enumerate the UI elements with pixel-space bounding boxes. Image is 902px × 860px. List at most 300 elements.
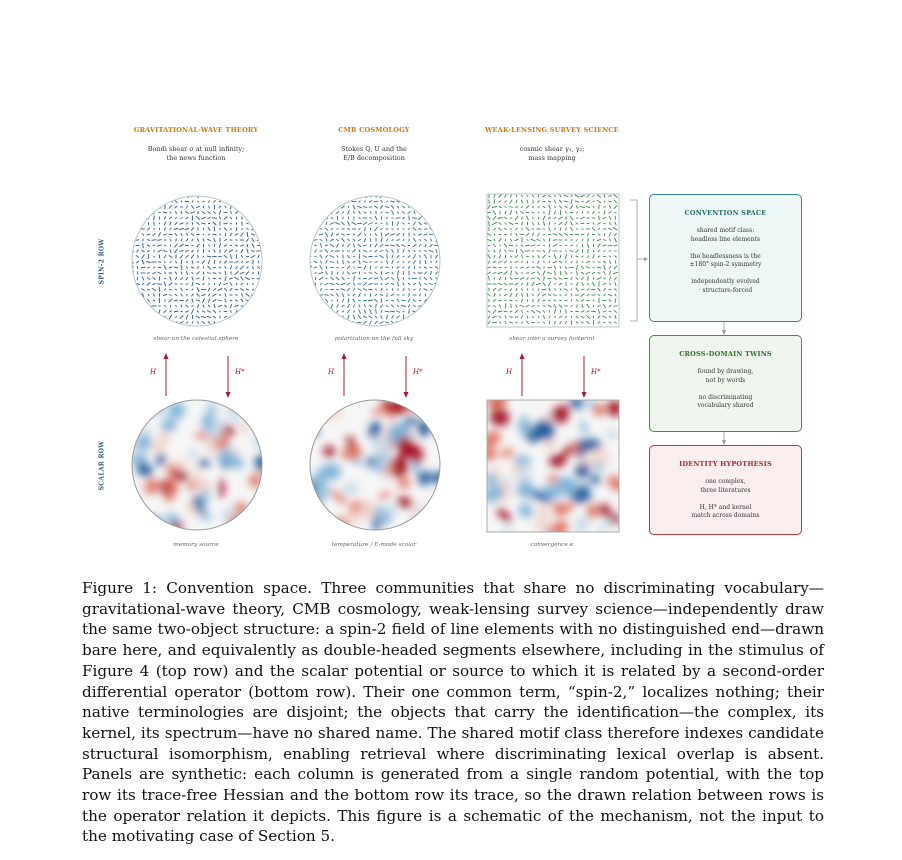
line-element — [348, 206, 349, 208]
line-element — [598, 321, 600, 323]
line-element — [326, 200, 327, 203]
line-element — [493, 228, 496, 230]
line-element — [536, 229, 540, 230]
line-element — [247, 244, 248, 247]
line-element — [526, 267, 529, 269]
line-element — [147, 211, 150, 214]
line-element — [408, 321, 410, 324]
line-element — [135, 322, 140, 323]
line-element — [331, 206, 333, 208]
line-element — [369, 200, 372, 203]
line-element — [379, 255, 383, 258]
line-element — [536, 283, 541, 284]
line-element — [224, 255, 227, 258]
line-element — [231, 228, 232, 230]
line-element — [602, 316, 606, 318]
line-element — [192, 282, 193, 287]
line-element — [498, 272, 503, 274]
line-element — [240, 288, 244, 290]
line-element — [544, 266, 545, 268]
line-element — [319, 277, 323, 280]
line-element — [209, 299, 210, 303]
line-element — [603, 278, 605, 279]
line-element — [615, 315, 616, 319]
line-element — [159, 223, 160, 225]
sphere-outline-cmb — [310, 196, 440, 326]
line-element — [609, 283, 611, 285]
line-element — [309, 288, 310, 290]
line-element — [614, 238, 616, 242]
line-element — [202, 311, 205, 313]
line-element — [493, 306, 496, 307]
line-element — [342, 305, 345, 307]
line-element — [554, 223, 555, 225]
line-element — [369, 316, 373, 318]
line-element — [614, 306, 618, 307]
line-element — [240, 207, 244, 208]
line-element — [363, 289, 367, 291]
line-element — [570, 250, 574, 252]
line-element — [576, 239, 578, 240]
line-element — [431, 261, 432, 263]
line-element — [586, 315, 590, 319]
box-body: found by drawing, not by words no discriminating vocabulary shared — [697, 368, 754, 409]
line-element — [381, 310, 382, 313]
line-element — [499, 222, 502, 225]
line-element — [364, 321, 367, 324]
line-element — [363, 245, 367, 246]
line-element — [397, 261, 400, 262]
line-element — [537, 261, 539, 264]
line-element — [604, 194, 605, 197]
line-element — [493, 262, 497, 263]
line-element — [343, 260, 344, 264]
line-element — [609, 216, 611, 220]
line-element — [354, 288, 355, 291]
line-element — [570, 216, 573, 220]
line-element — [498, 283, 502, 285]
line-element — [408, 201, 410, 203]
line-element — [597, 195, 601, 198]
line-element — [213, 211, 215, 214]
line-element — [337, 255, 338, 257]
line-element — [548, 294, 551, 295]
line-element — [403, 249, 404, 252]
line-element — [538, 316, 539, 318]
line-element — [543, 250, 545, 252]
line-element — [580, 206, 585, 207]
line-element — [396, 244, 400, 247]
line-element — [337, 310, 338, 312]
line-element — [198, 228, 199, 231]
line-element — [593, 201, 595, 202]
line-element — [435, 300, 437, 302]
line-element — [147, 228, 150, 231]
line-element — [565, 266, 567, 269]
line-element — [252, 201, 254, 202]
line-element — [163, 294, 167, 295]
line-element — [224, 249, 226, 252]
line-element — [186, 267, 187, 269]
line-element — [214, 304, 215, 308]
line-element — [510, 311, 513, 312]
line-element — [488, 254, 491, 258]
line-element — [575, 250, 578, 253]
line-element — [577, 304, 578, 308]
line-element — [315, 206, 316, 208]
line-element — [604, 265, 606, 270]
line-element — [401, 306, 406, 307]
line-element — [191, 205, 193, 208]
line-element — [598, 272, 600, 273]
line-element — [363, 256, 367, 258]
line-element — [582, 282, 584, 285]
line-element — [505, 223, 507, 225]
line-element — [137, 277, 138, 280]
line-element — [181, 260, 182, 265]
line-element — [510, 293, 512, 297]
line-element — [510, 256, 512, 257]
line-element — [580, 196, 584, 197]
line-element — [554, 316, 555, 318]
line-element — [390, 234, 395, 236]
line-element — [164, 245, 167, 246]
line-element — [258, 200, 260, 203]
line-element — [381, 315, 383, 318]
line-element — [142, 315, 144, 319]
line-element — [532, 251, 534, 252]
line-element — [185, 229, 189, 230]
line-element — [498, 218, 503, 219]
line-element — [488, 205, 490, 209]
line-element — [192, 299, 193, 303]
line-element — [241, 249, 244, 252]
line-element — [603, 311, 607, 312]
line-element — [543, 322, 545, 324]
line-element — [538, 322, 540, 323]
line-element — [309, 315, 311, 318]
line-element — [487, 233, 491, 235]
line-element — [614, 288, 616, 290]
line-element — [347, 266, 350, 269]
line-element — [571, 277, 573, 280]
line-element — [225, 299, 227, 302]
line-element — [516, 211, 517, 214]
line-element — [247, 232, 248, 237]
line-element — [543, 255, 546, 258]
line-element — [203, 234, 205, 235]
line-element — [543, 228, 545, 229]
row-label-scalar: SCALAR ROW — [98, 440, 106, 491]
line-element — [342, 311, 344, 312]
line-element — [220, 249, 221, 253]
line-element — [548, 217, 550, 219]
line-element — [609, 266, 610, 269]
line-element — [354, 217, 355, 220]
line-element — [598, 250, 600, 252]
line-element — [509, 245, 514, 246]
line-element — [209, 200, 210, 202]
line-element — [532, 206, 534, 208]
line-element — [164, 305, 166, 306]
line-element — [330, 322, 334, 324]
line-element — [190, 212, 194, 214]
line-element — [527, 200, 528, 203]
line-element — [374, 206, 378, 209]
line-element — [576, 316, 578, 319]
line-element — [499, 238, 502, 242]
line-element — [131, 278, 134, 279]
line-element — [241, 299, 244, 302]
line-element — [498, 261, 501, 263]
line-element — [504, 228, 506, 230]
line-element — [201, 295, 205, 296]
line-element — [191, 255, 194, 259]
line-element — [320, 288, 321, 291]
line-element — [236, 251, 238, 252]
line-element — [186, 271, 187, 275]
line-element — [582, 239, 583, 241]
line-element — [320, 211, 322, 214]
line-element — [398, 206, 399, 208]
line-element — [500, 249, 501, 253]
line-element — [504, 206, 506, 207]
line-element — [565, 221, 567, 225]
line-element — [564, 201, 569, 202]
line-element — [235, 305, 239, 306]
line-element — [348, 278, 350, 279]
line-element — [598, 256, 600, 258]
line-element — [341, 222, 344, 225]
line-element — [418, 206, 423, 207]
line-element — [581, 316, 584, 318]
line-element — [235, 300, 237, 301]
line-element — [164, 282, 166, 287]
line-element — [251, 234, 255, 236]
line-element — [565, 251, 567, 252]
line-element — [571, 261, 573, 263]
line-element — [504, 294, 507, 296]
field-blob — [123, 494, 138, 511]
line-element — [241, 233, 244, 237]
line-element — [246, 223, 248, 224]
line-element — [587, 195, 590, 198]
line-element — [181, 233, 182, 236]
line-element — [505, 211, 506, 214]
line-element — [610, 271, 611, 276]
line-element — [369, 251, 372, 252]
line-element — [487, 267, 491, 268]
line-element — [391, 210, 393, 214]
line-element — [391, 283, 394, 284]
line-element — [499, 322, 500, 324]
line-element — [604, 200, 605, 202]
line-element — [397, 305, 398, 307]
line-element — [142, 206, 144, 207]
line-element — [353, 315, 355, 319]
line-element — [397, 229, 399, 230]
line-element — [424, 277, 427, 280]
line-element — [241, 262, 243, 263]
line-element — [566, 316, 567, 318]
line-element — [554, 300, 556, 302]
line-element — [403, 195, 405, 196]
line-element — [203, 272, 204, 275]
line-element — [380, 251, 384, 252]
line-element — [509, 322, 513, 323]
field-blob — [418, 515, 432, 533]
line-element — [538, 299, 540, 302]
line-element — [531, 272, 535, 273]
line-element — [164, 234, 167, 235]
line-element — [319, 311, 322, 312]
line-element — [401, 300, 405, 301]
line-element — [159, 309, 160, 314]
line-element — [247, 267, 249, 269]
line-element — [549, 227, 551, 231]
line-element — [413, 228, 417, 231]
line-element — [565, 294, 567, 295]
line-element — [141, 310, 145, 313]
line-element — [257, 266, 260, 268]
line-element — [549, 205, 551, 209]
line-element — [587, 243, 589, 247]
line-element — [180, 284, 182, 285]
line-element — [203, 277, 204, 281]
line-element — [526, 321, 529, 324]
line-element — [159, 315, 161, 319]
line-element — [532, 195, 533, 198]
line-element — [219, 267, 221, 269]
line-element — [320, 265, 323, 269]
line-element — [488, 216, 490, 219]
line-element — [587, 311, 590, 313]
line-element — [597, 278, 602, 280]
line-element — [520, 305, 524, 307]
line-element — [196, 222, 199, 224]
line-element — [137, 272, 138, 275]
line-element — [424, 305, 427, 308]
line-element — [505, 267, 507, 268]
line-element — [380, 229, 383, 230]
line-element — [504, 283, 507, 285]
line-element — [348, 304, 350, 308]
line-element — [230, 223, 232, 224]
line-element — [191, 250, 193, 252]
line-element — [494, 199, 495, 204]
line-element — [365, 233, 366, 236]
line-element — [532, 267, 535, 268]
line-element — [581, 272, 584, 274]
line-element — [258, 287, 259, 291]
line-element — [147, 195, 151, 197]
line-element — [505, 321, 506, 324]
line-element — [246, 294, 250, 297]
line-element — [593, 239, 594, 241]
line-element — [403, 217, 405, 219]
line-element — [532, 222, 533, 225]
line-element — [174, 249, 177, 253]
line-element — [397, 299, 399, 302]
line-element — [603, 283, 606, 284]
line-element — [425, 310, 426, 313]
line-element — [414, 320, 415, 324]
line-element — [170, 228, 172, 230]
line-element — [330, 239, 334, 241]
line-element — [175, 218, 177, 219]
line-element — [219, 210, 220, 214]
line-element — [608, 245, 613, 246]
line-element — [374, 262, 377, 263]
line-element — [505, 255, 506, 259]
line-element — [314, 212, 316, 214]
box-body: one complex, three literatures H, H* and kernel match across domains — [691, 478, 760, 519]
line-element — [576, 299, 578, 301]
line-element — [326, 271, 328, 274]
line-element — [571, 316, 572, 318]
line-element — [136, 212, 138, 213]
line-element — [320, 251, 323, 252]
line-element — [614, 310, 617, 312]
line-element — [224, 288, 226, 291]
line-element — [397, 222, 398, 226]
line-element — [419, 222, 422, 225]
line-element — [153, 201, 155, 202]
line-element — [375, 250, 378, 252]
line-element — [212, 218, 217, 219]
line-element — [147, 299, 149, 302]
line-element — [516, 233, 517, 236]
line-element — [613, 245, 617, 246]
line-element — [408, 256, 411, 258]
line-element — [252, 289, 254, 291]
line-element — [202, 260, 204, 263]
line-element — [597, 239, 601, 241]
line-element — [165, 272, 166, 274]
line-element — [196, 316, 200, 318]
line-element — [325, 196, 328, 197]
line-element — [414, 211, 415, 215]
line-element — [368, 300, 373, 301]
line-element — [235, 245, 237, 246]
line-element — [587, 255, 589, 257]
line-element — [141, 267, 146, 268]
line-element — [435, 207, 438, 208]
line-element — [436, 261, 437, 263]
line-element — [181, 305, 182, 308]
line-element — [235, 289, 239, 290]
line-element — [325, 283, 329, 285]
line-element — [326, 205, 328, 210]
line-element — [402, 206, 405, 208]
line-element — [175, 261, 176, 263]
line-element — [342, 211, 343, 213]
line-element — [391, 277, 394, 279]
line-element — [234, 277, 238, 280]
line-element — [492, 316, 496, 318]
line-element — [403, 288, 404, 291]
line-element — [435, 217, 438, 220]
line-element — [236, 217, 237, 220]
line-element — [359, 201, 361, 203]
line-element — [565, 206, 568, 207]
line-element — [336, 199, 339, 203]
line-element — [347, 261, 349, 263]
line-element — [130, 211, 134, 213]
line-element — [577, 271, 578, 276]
line-element — [413, 222, 415, 225]
line-element — [547, 272, 551, 273]
